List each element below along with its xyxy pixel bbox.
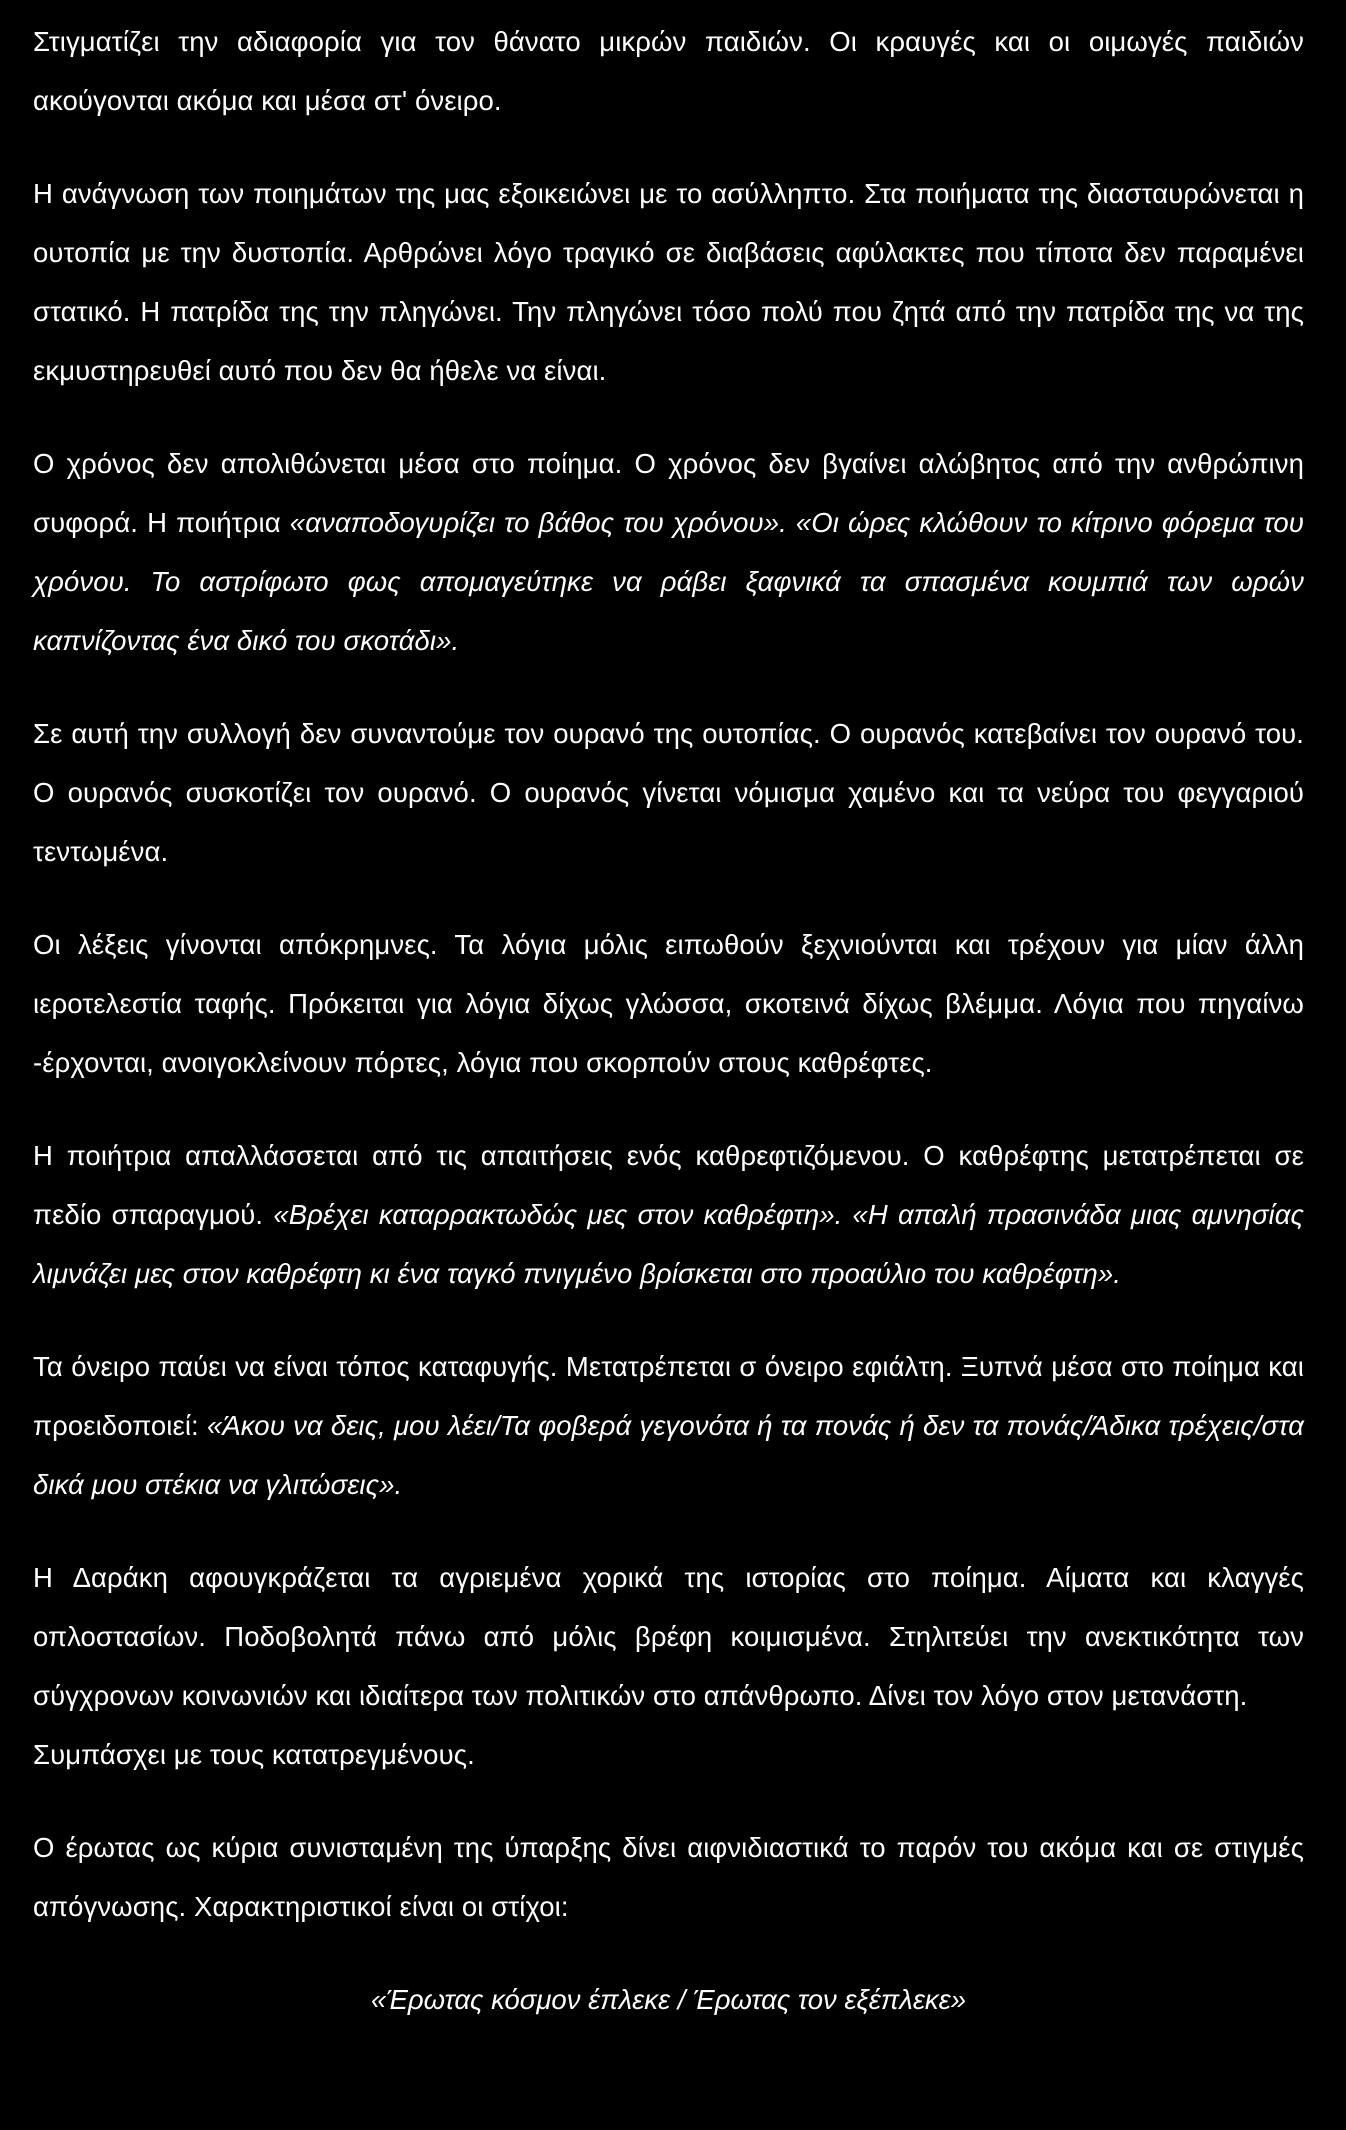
paragraph-5: Οι λέξεις γίνονται απόκρημνες. Τα λόγια μόλις ειπωθούν ξεχνιούνται και τρέχουν για μίαν άλλη ιεροτελεστία ταφής. Πρόκειται για λόγια δίχως γλώσσα, σκοτεινά δίχως βλέμμα. Λόγια που πηγαίνω -έρχονται, ανοιγοκλείνουν πόρτες, λόγια που σκορπούν στους καθρέφτες. — [33, 929, 1304, 1078]
paragraph-8: Η Δαράκη αφουγκράζεται τα αγριεμένα χορικά της ιστορίας στο ποίημα. Αίματα και κλαγγές οπλοστασίων. Ποδοβολητά πάνω από μόλις βρέφη κοιμισμένα. Στηλιτεύει την ανεκτικότητα των σύγχρονων κοινωνιών και ιδιαίτερα των πολιτικών στο απάνθρωπο. Δίνει τον λόγο στον μετανάστη. — [33, 1562, 1304, 1711]
paragraph-7-quote: «Άκου να δεις, μου λέει/Τα φοβερά γεγονότα ή τα πονάς ή δεν τα πονάς/Άδικα τρέχεις/στα δικά μου στέκια να γλιτώσεις». — [33, 1410, 1305, 1500]
paragraph-6-text: Η ποιήτρια απαλλάσσεται από τις απαιτήσεις ενός καθρεφτιζόμενου. Ο καθρέφτης μετατρέπεται σε πεδίο σπαραγμού. — [33, 1140, 1304, 1230]
paragraph-3 — [33, 434, 1304, 670]
paragraph-7 — [33, 1337, 1304, 1514]
paragraph-9: Συμπάσχει με τους κατατρεγμένους. — [33, 1739, 475, 1770]
paragraph-7-text: Τα όνειρο παύει να είναι τόπος καταφυγής. Μετατρέπεται σ όνειρο εφιάλτη. Ξυπνά μέσα στο ποίημα και προειδοποιεί: — [33, 1351, 1304, 1441]
paragraph-4: Σε αυτή την συλλογή δεν συναντούμε τον ουρανό της ουτοπίας. Ο ουρανός κατεβαίνει τον ουρανό του. Ο ουρανός συσκοτίζει τον ουρανό. Ο ουρανός γίνεται νόμισμα χαμένο και τα νεύρα του φεγγαριού τεντωμένα. — [33, 718, 1304, 867]
paragraph-6 — [33, 1126, 1304, 1303]
paragraph-6-quote: «Βρέχει καταρρακτωδώς μες στον καθρέφτη». «Η απαλή πρασινάδα μιας αμνησίας λιμνάζει μες στον καθρέφτη κι ένα ταγκό πνιγμένο βρίσκεται στο προαύλιο του καθρέφτη». — [33, 1199, 1304, 1289]
closing-verse-quote: «Έρωτας κόσμον έπλεκε / Έρωτας τον εξέπλεκε» — [370, 1984, 967, 2015]
paragraph-2: Η ανάγνωση των ποιημάτων της μας εξοικειώνει με το ασύλληπτο. Στα ποιήματα της διασταυρώνεται η ουτοπία με την δυστοπία. Αρθρώνει λόγο τραγικό σε διαβάσεις αφύλακτες που τίποτα δεν παραμένει στατικό. Η πατρίδα της την πληγώνει. Την πληγώνει τόσο πολύ που ζητά από την πατρίδα της να της εκμυστηρευθεί αυτό που δεν θα ήθελε να είναι. — [33, 178, 1304, 386]
paragraph-10: Ο έρωτας ως κύρια συνισταμένη της ύπαρξης δίνει αιφνιδιαστικά το παρόν του ακόμα και σε στιγμές απόγνωσης. Χαρακτηριστικοί είναι οι στίχοι: — [33, 1832, 1304, 1922]
paragraph-3-text: Ο χρόνος δεν απολιθώνεται μέσα στο ποίημα. Ο χρόνος δεν βγαίνει αλώβητος από την ανθρώπινη συφορά. Η ποιήτρια — [33, 448, 1304, 538]
paragraph-3-quote: «αναποδογυρίζει το βάθος του χρόνου». «Οι ώρες κλώθουν το κίτρινο φόρεμα του χρόνου. Το αστρίφωτο φως απομαγεύτηκε να ράβει ξαφνικά τα σπασμένα κουμπιά των ωρών καπνίζοντας ένα δικό του σκοτάδι». — [33, 507, 1304, 656]
paragraph-1: Στιγματίζει την αδιαφορία για τον θάνατο μικρών παιδιών. Οι κραυγές και οι οιμωγές παιδιών ακούγονται ακόμα και μέσα στ' όνειρο. — [33, 26, 1304, 116]
